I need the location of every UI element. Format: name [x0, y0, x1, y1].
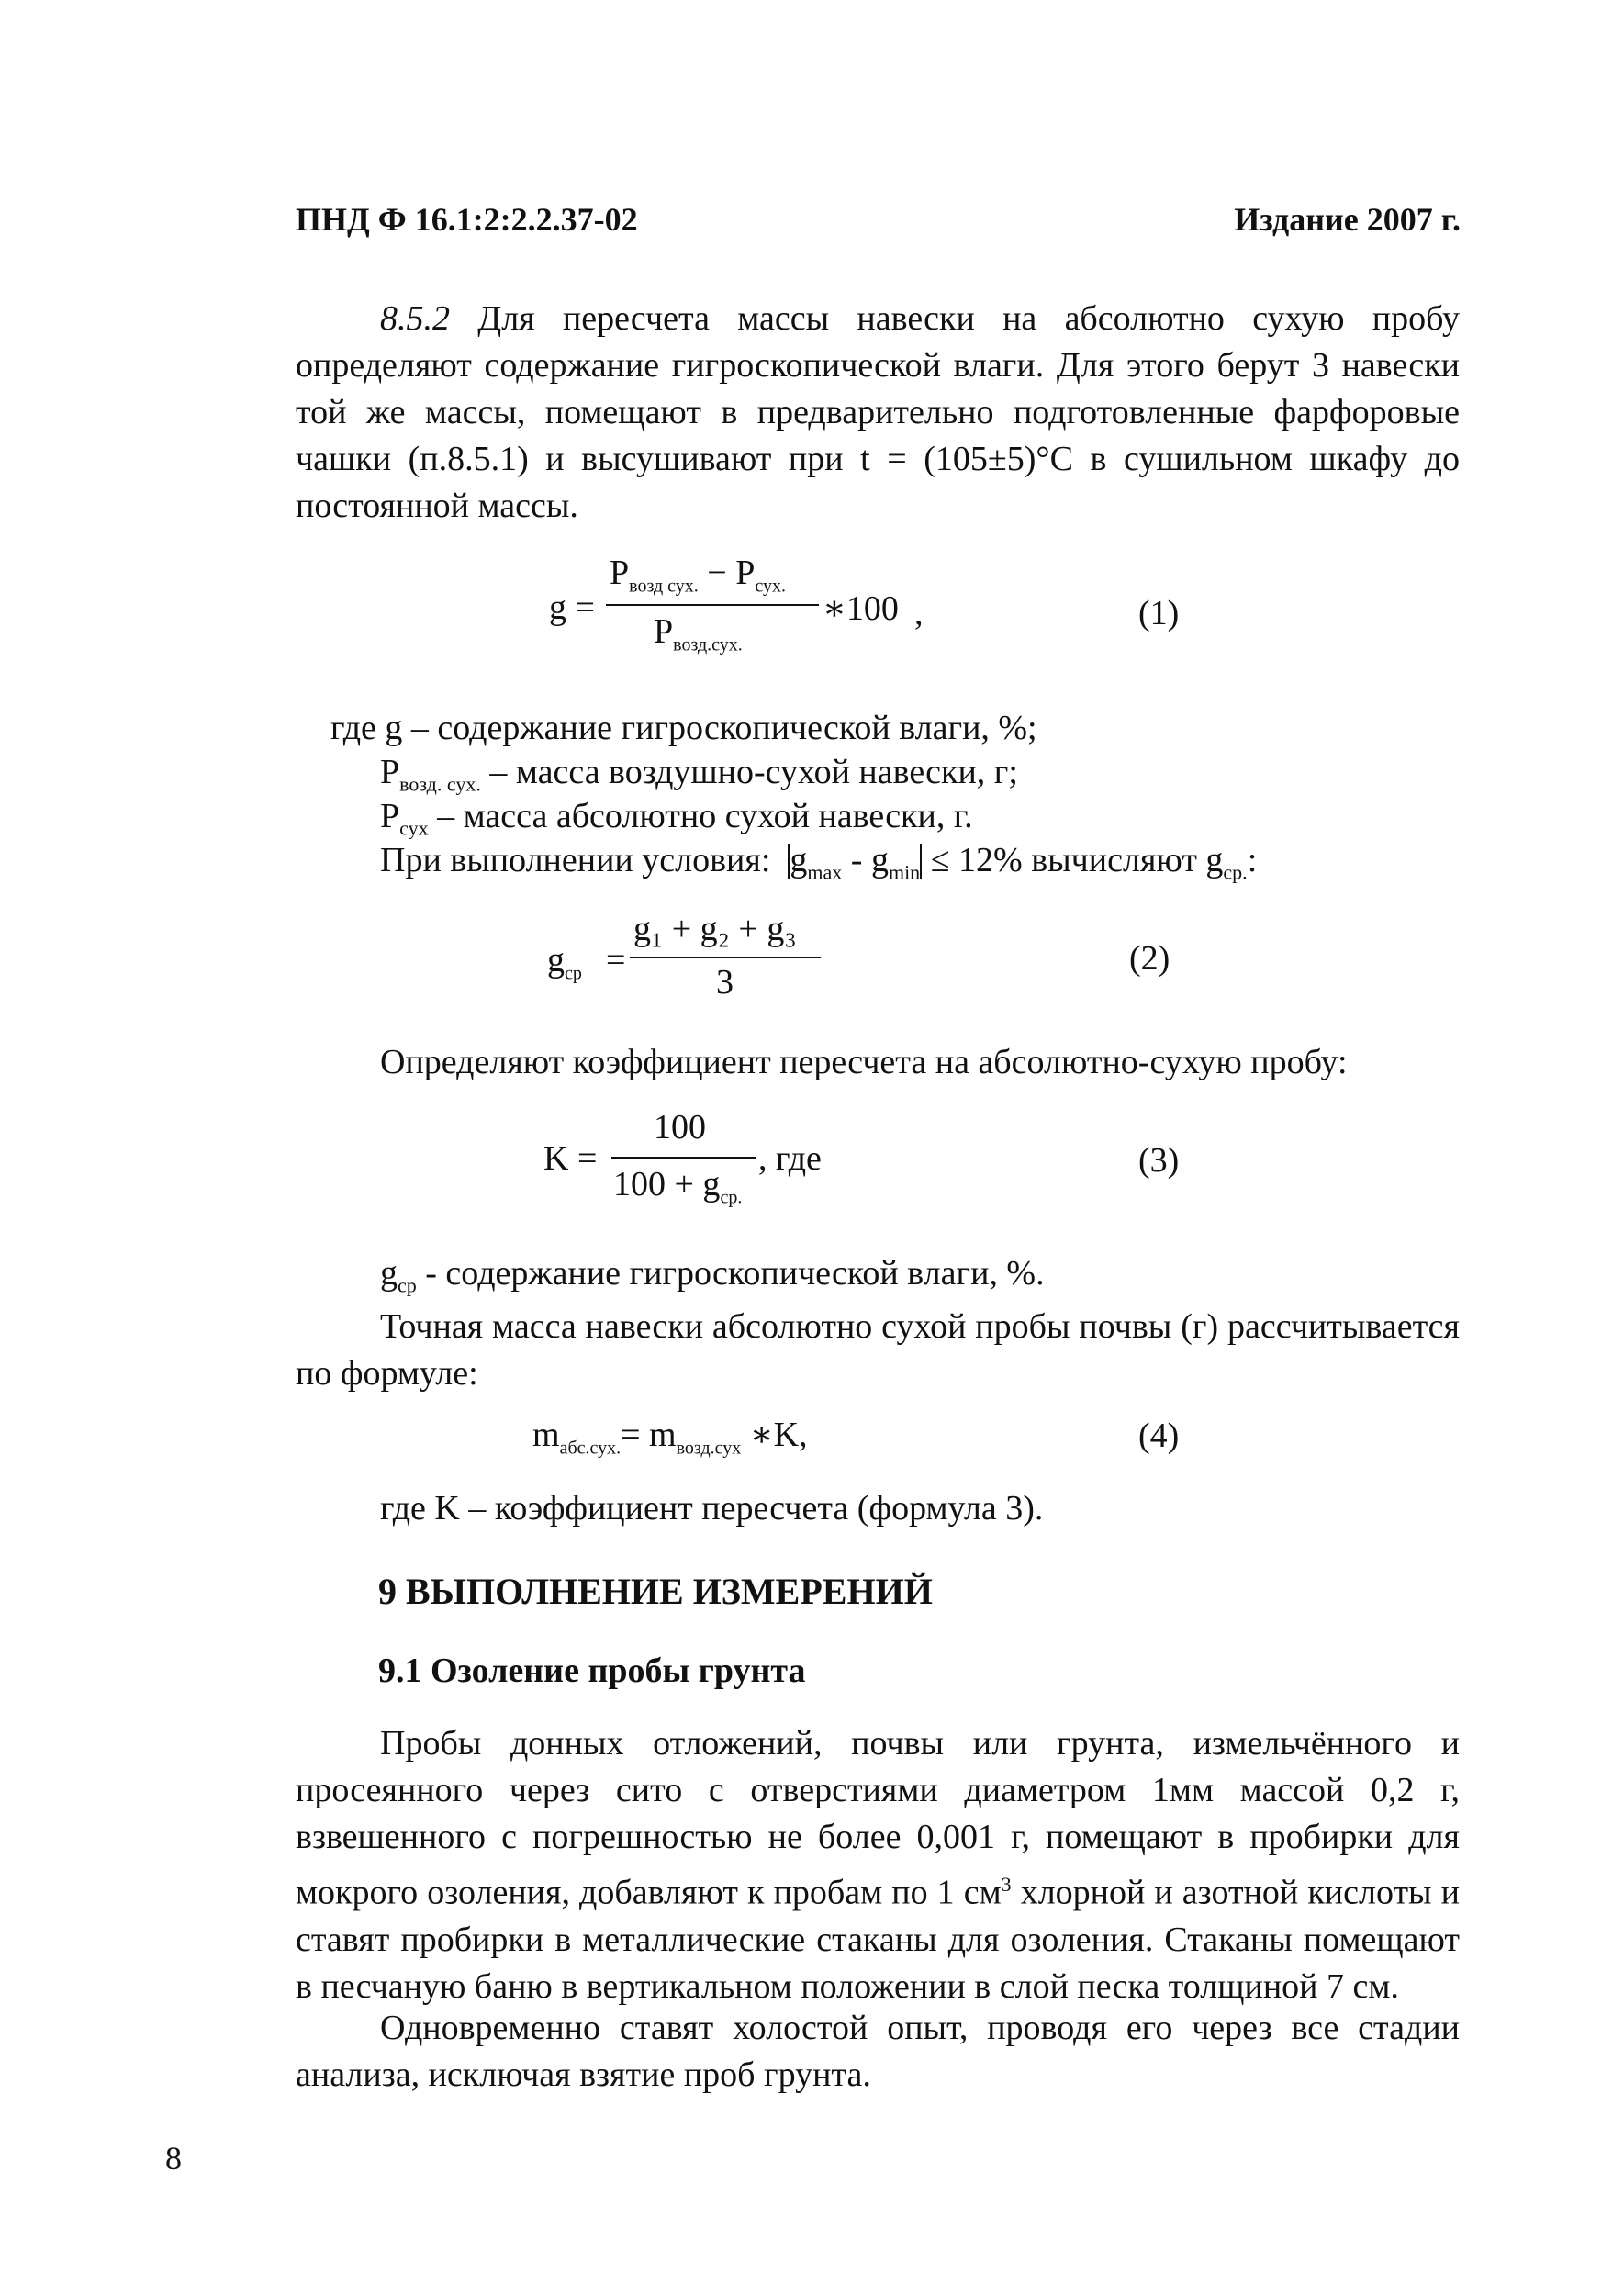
symbol: g	[547, 941, 565, 980]
definition-text: – масса абсолютно сухой навески, г.	[428, 797, 973, 835]
paragraph-text: хлорной и азотной кислоты и ставят пробирки в металлические стаканы для озоления. Стаканы помещают в песчаную баню в вертикальном положении в слой песка толщиной 7 см.	[296, 1873, 1460, 2006]
subscript: ср	[565, 963, 582, 984]
formula-4-number: (4)	[1138, 1416, 1180, 1455]
formula-2-number: (2)	[1129, 939, 1170, 978]
formula-3-denominator	[613, 1164, 742, 1209]
formula-1-minus: − P	[707, 554, 756, 592]
section-9-1-heading: 9.1 Озоление пробы грунта	[378, 1651, 806, 1690]
expression: 100 + g	[613, 1165, 721, 1204]
paragraph-text: Для пересчета массы навески на абсолютно сухую пробу определяют содержание гигроскопической влаги. Для этого берут 3 навески той же массы, помещают в предварительно подготовленные фарфоровые чашки (п.8.5.1) и высушивают при t = (105±5)°С в сушильном шкафу до постоянной массы.	[296, 299, 1460, 525]
exact-mass-paragraph: Точная масса навески абсолютно сухой пробы почвы (г) рассчитывается по формуле:	[296, 1307, 1460, 1393]
section-9-heading: 9 ВЫПОЛНЕНИЕ ИЗМЕРЕНИЙ	[378, 1571, 933, 1612]
symbol: g	[790, 841, 808, 879]
subscript: max	[807, 860, 843, 884]
formula-2-denominator: 3	[716, 963, 734, 1002]
formula-1-denominator	[654, 611, 743, 656]
formula-2-numerator: g₁ + g₂ + g₃	[633, 910, 797, 948]
blank-test-paragraph: Одновременно ставят холостой опыт, проводя его через все стадии анализа, исключая взятие проб грунта.	[296, 2009, 1460, 2094]
multiplier: ∗K,	[741, 1416, 808, 1454]
paragraph-8-5-2	[296, 296, 1460, 530]
minus: -	[842, 841, 871, 879]
subscript: абс.сух.	[559, 1438, 622, 1459]
definition-text: – масса воздушно-сухой навески, г;	[480, 753, 1018, 791]
formula-1-number: (1)	[1138, 594, 1180, 633]
where-g-sr-line	[380, 1252, 1045, 1307]
formula-3-tail: , где	[758, 1139, 822, 1178]
subscript: сух	[399, 816, 429, 840]
fraction-bar	[611, 1157, 756, 1159]
condition-text: При выполнении условия:	[380, 841, 771, 879]
paragraph-text: Пробы донных отложений, почвы или грунта, измельчённого и просеянного через сито с отверстиями диаметром 1мм массой 0,2 г, взвешенного с погрешностью не более 0,001 г, помещают в пробирки для мокрого озоления, добавляют к пробам по 1 см	[296, 1724, 1460, 1912]
subscript: ср.	[1223, 860, 1248, 884]
edition-label: Издание 2007 г.	[1234, 201, 1461, 238]
condition-line	[380, 839, 1257, 894]
subscript: возд. сух.	[399, 772, 481, 796]
formula-3-numerator: 100	[654, 1108, 706, 1147]
symbol: g	[380, 1254, 398, 1293]
formula-1-comma: ,	[914, 594, 924, 633]
page-number: 8	[165, 2140, 182, 2177]
document-code: ПНД Ф 16.1:2:2.2.37-02	[296, 201, 638, 238]
formula-1-symbol: P	[654, 612, 674, 651]
formula-1-numerator	[610, 553, 786, 598]
symbol: g	[870, 841, 889, 879]
symbol: P	[380, 753, 400, 791]
symbol: m	[532, 1416, 560, 1454]
subscript: ср.	[720, 1187, 743, 1208]
where-g-line: где g – содержание гигроскопической влаги, %;	[330, 709, 1037, 747]
subscript: ср	[398, 1273, 417, 1297]
formula-2-eq: =	[606, 941, 626, 980]
formula-2-lhs	[547, 940, 582, 985]
formula-1-lhs: g =	[549, 588, 595, 627]
formula-4-expression	[532, 1414, 808, 1460]
ashing-paragraph	[296, 1720, 1460, 2010]
formula-3-lhs: K =	[543, 1139, 598, 1178]
formula-3-number: (3)	[1138, 1141, 1180, 1180]
subscript: возд.сух	[676, 1438, 742, 1459]
abs-bar-right	[920, 844, 922, 879]
formula-1-subscript: возд сух.	[629, 576, 699, 597]
fraction-bar	[630, 957, 821, 958]
formula-1-symbol: P	[610, 554, 630, 592]
definition-text: - содержание гигроскопической влаги, %.	[416, 1254, 1045, 1293]
coefficient-intro: Определяют коэффициент пересчета на абсолютно-сухую пробу:	[380, 1043, 1348, 1081]
colon: :	[1247, 841, 1258, 879]
equals: = m	[621, 1416, 677, 1454]
condition-text: ≤ 12% вычисляют g	[930, 841, 1224, 879]
superscript: 3	[1001, 1873, 1012, 1896]
formula-1-subscript: сух.	[755, 576, 786, 597]
symbol: P	[380, 797, 400, 835]
section-number: 8.5.2	[380, 299, 450, 338]
where-k-line: где K – коэффициент пересчета (формула 3).	[380, 1489, 1044, 1528]
formula-1-subscript: возд.сух.	[673, 634, 743, 655]
fraction-bar	[606, 604, 819, 606]
subscript: min	[888, 860, 921, 884]
formula-1-multiplier: ∗100	[823, 589, 899, 628]
